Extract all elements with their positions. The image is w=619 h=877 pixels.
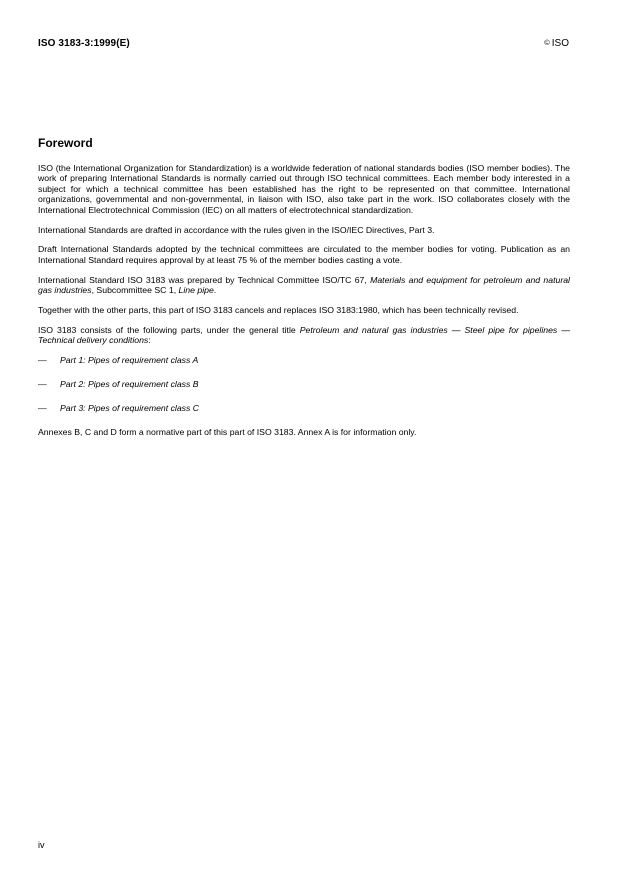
subcommittee-title: Line pipe <box>178 285 214 296</box>
page-number: iv <box>38 840 45 850</box>
committee-title: Materials and equipment for petroleum and natural gas industries <box>38 274 570 296</box>
text-run: : <box>148 335 151 346</box>
foreword-body <box>38 163 570 447</box>
paragraph-replaces: Together with the other parts, this part of ISO 3183 cancels and replaces ISO 3183:1980, which has been technically revised. <box>38 305 519 316</box>
text-run: , Subcommittee SC 1, <box>91 285 179 296</box>
paragraph-parts <box>38 325 570 346</box>
dash-bullet: — <box>38 403 47 414</box>
general-title: Petroleum and natural gas industries — Steel pipe for pipelines — Technical delivery conditions <box>38 324 571 346</box>
paragraph-draft-standards: Draft International Standards adopted by the technical committees are circulated to the member bodies for voting. Publication as an International Standard requires approval by at least 75 % of the member bodies casting a vote. <box>38 244 570 265</box>
list-item-text: Part 3: Pipes of requirement class C <box>60 403 200 414</box>
text-run: International Standard ISO 3183 was prepared by Technical Committee ISO/TC 67, <box>38 274 371 285</box>
list-item-text: Part 1: Pipes of requirement class A <box>60 355 199 366</box>
text-run: ISO 3183 consists of the following parts, under the general title <box>38 324 300 335</box>
copyright-owner: ISO <box>551 38 569 49</box>
list-item <box>38 403 570 413</box>
section-title: Foreword <box>38 136 93 150</box>
dash-bullet: — <box>38 379 47 390</box>
paragraph-iso-intro: ISO (the International Organization for Standardization) is a worldwide federation of national standards bodies (ISO member bodies). The work of preparing International Standards is normally carried out through ISO technical committees. Each member body interested in a subject for which a technical committee has been established has the right to be represented on that committee. International organizations, governmental and non-governmental, in liaison with ISO, also take part in the work. ISO collaborates closely with the International Electrotechnical Commission (IEC) on all matters of electrotechnical standardization. <box>38 163 570 215</box>
copyright-notice <box>544 38 569 49</box>
paragraph-annexes: Annexes B, C and D form a normative part of this part of ISO 3183. Annex A is for information only. <box>38 427 417 438</box>
list-item <box>38 355 570 365</box>
paragraph-prepared-by <box>38 275 570 296</box>
parts-list <box>38 355 570 413</box>
copyright-symbol: © <box>544 38 550 47</box>
list-item-text: Part 2: Pipes of requirement class B <box>60 379 199 390</box>
dash-bullet: — <box>38 355 47 366</box>
paragraph-directives: International Standards are drafted in accordance with the rules given in the ISO/IEC Directives, Part 3. <box>38 224 435 235</box>
list-item <box>38 379 570 389</box>
text-run: . <box>213 285 217 296</box>
document-id: ISO 3183-3:1999(E) <box>38 38 130 49</box>
